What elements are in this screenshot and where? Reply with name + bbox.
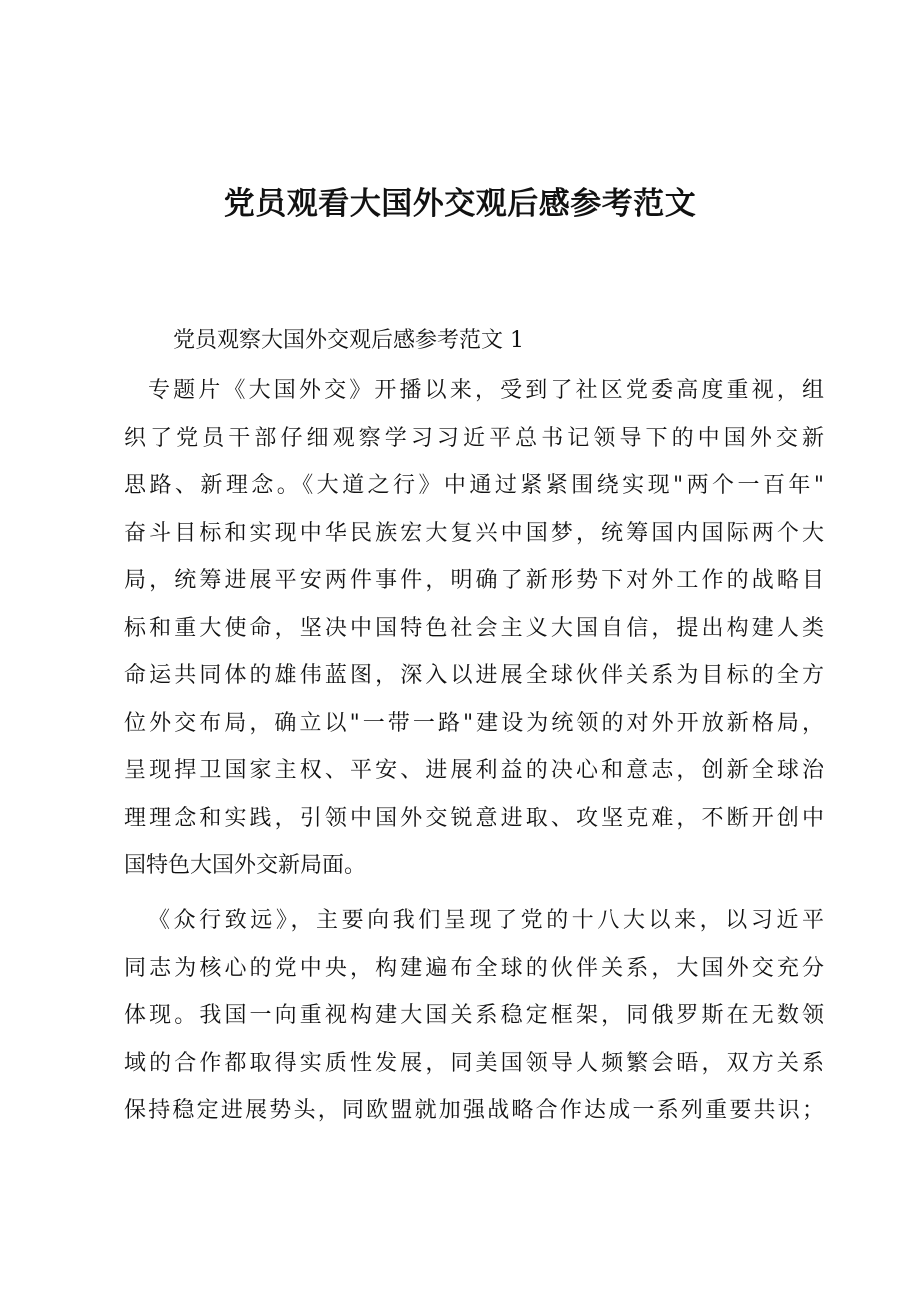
- paragraph-line: 呈现捍卫国家主权、平安、进展利益的决心和意志，创新全球治: [124, 758, 824, 783]
- paragraph-line: 标和重大使命，坚决中国特色社会主义大国自信，提出构建人类: [124, 615, 824, 641]
- paragraph-line: 《众行致远》，主要向我们呈现了党的十八大以来，以习近平: [148, 908, 824, 933]
- paragraph-line: 命运共同体的雄伟蓝图，深入以进展全球伙伴关系为目标的全方: [124, 663, 824, 688]
- paragraph-line: 保持稳定进展势头，同欧盟就加强战略合作达成一系列重要共识；: [124, 1098, 824, 1123]
- paragraph-line: 域的合作都取得实质性发展，同美国领导人频繁会晤，双方关系: [124, 1050, 824, 1076]
- paragraph-line: 专题片《大国外交》开播以来，受到了社区党委高度重视，组: [148, 378, 824, 403]
- paragraph-line: 理理念和实践，引领中国外交锐意进取、攻坚克难，不断开创中: [124, 805, 824, 831]
- paragraph-line: 思路、新理念。《大道之行》中通过紧紧围绕实现"两个一百年": [124, 473, 824, 498]
- paragraph-line: 同志为核心的党中央，构建遍布全球的伙伴关系，大国外交充分: [124, 955, 824, 981]
- paragraph-line: 国特色大国外交新局面。: [124, 853, 367, 878]
- paragraph-1: [124, 367, 824, 890]
- paragraph-line: 局，统筹进展平安两件事件，明确了新形势下对外工作的战略目: [124, 568, 824, 593]
- paragraph-line: 体现。我国一向重视构建大国关系稳定框架，同俄罗斯在无数领: [124, 1003, 824, 1028]
- section-heading: 党员观察大国外交观后感参考范文 1: [173, 328, 524, 353]
- document-title: 党员观看大国外交观后感参考范文: [223, 186, 697, 222]
- paragraph-line: 奋斗目标和实现中华民族宏大复兴中国梦，统筹国内国际两个大: [124, 520, 824, 546]
- paragraph-line: 织了党员干部仔细观察学习习近平总书记领导下的中国外交新: [124, 425, 824, 451]
- paragraph-2: [124, 897, 824, 1135]
- paragraph-line: 位外交布局，确立以"一带一路"建设为统领的对外开放新格局，: [124, 710, 824, 736]
